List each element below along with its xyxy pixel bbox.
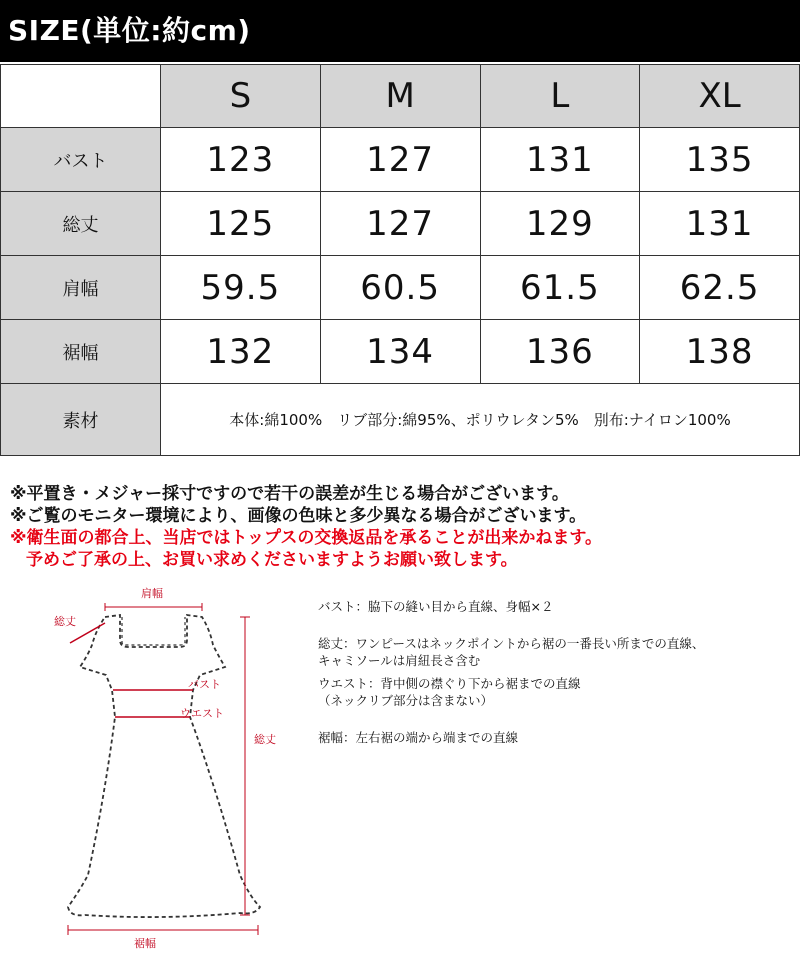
measure-length: 総丈：ワンピースはネックポイントから裾の一番長い所までの直線、 xyxy=(318,636,705,651)
hem-value-l: 136 xyxy=(480,320,640,384)
measure-bust: バスト：脇下の縫い目から直線、身幅×２ xyxy=(318,599,554,614)
note-no-returns: ※衛生面の都合上、当店ではトップスの交換返品を承ることが出来かねます。 xyxy=(10,528,602,548)
bust-value-l: 131 xyxy=(480,128,640,192)
label-length-left: 総丈 xyxy=(54,615,76,628)
shoulder-value-s: 59.5 xyxy=(161,256,321,320)
table-row-hem xyxy=(1,320,800,384)
bust-value-xl: 135 xyxy=(640,128,800,192)
hem-value-s: 132 xyxy=(161,320,321,384)
length-value-s: 125 xyxy=(161,192,321,256)
shoulder-value-xl: 62.5 xyxy=(640,256,800,320)
size-title: SIZE(単位:約cm) xyxy=(8,14,251,47)
dress-outline xyxy=(68,615,260,917)
table-corner-cell xyxy=(1,65,161,128)
material-description: 本体:綿100% リブ部分:綿95%、ポリウレタン5% 別布:ナイロン100% xyxy=(161,384,800,456)
note-please-understand: 予めご了承の上、お買い求めくださいますようお願い致します。 xyxy=(26,550,518,570)
measure-hem: 裾幅：左右裾の端から端までの直線 xyxy=(318,730,519,745)
row-label-shoulder: 肩幅 xyxy=(1,256,161,320)
shoulder-value-l: 61.5 xyxy=(480,256,640,320)
length-value-l: 129 xyxy=(480,192,640,256)
size-header-bar xyxy=(0,0,800,62)
measure-waist-note: （ネックリブ部分は含まない） xyxy=(318,693,494,708)
label-shoulder: 肩幅 xyxy=(141,587,163,600)
size-table xyxy=(0,64,800,456)
size-heading-s: S xyxy=(161,65,321,128)
measure-length-cami: キャミソールは肩紐長さ含む xyxy=(318,653,481,668)
bust-value-m: 127 xyxy=(320,128,480,192)
measurement-guide xyxy=(318,598,788,746)
neckline xyxy=(122,617,185,645)
length-value-xl: 131 xyxy=(640,192,800,256)
bust-value-s: 123 xyxy=(161,128,321,192)
row-label-length: 総丈 xyxy=(1,192,161,256)
note-monitor-color: ※ご覧のモニター環境により、画像の色味と多少異なる場合がございます。 xyxy=(10,506,587,526)
row-label-material: 素材 xyxy=(1,384,161,456)
size-heading-xl: XL xyxy=(640,65,800,128)
label-waist: ウエスト xyxy=(180,707,224,720)
size-heading-m: M xyxy=(320,65,480,128)
table-row-length xyxy=(1,192,800,256)
label-length-right: 総丈 xyxy=(254,733,276,746)
size-header-row xyxy=(1,65,800,128)
table-row-material xyxy=(1,384,800,456)
shoulder-value-m: 60.5 xyxy=(320,256,480,320)
table-row-shoulder xyxy=(1,256,800,320)
hem-value-xl: 138 xyxy=(640,320,800,384)
note-measurement-error: ※平置き・メジャー採寸ですので若干の誤差が生じる場合がございます。 xyxy=(10,484,569,504)
length-value-m: 127 xyxy=(320,192,480,256)
measure-waist: ウエスト：背中側の襟ぐり下から裾までの直線 xyxy=(318,676,581,691)
notes-block xyxy=(10,483,800,571)
row-label-bust: バスト xyxy=(1,128,161,192)
label-bust: バスト xyxy=(188,678,221,691)
row-label-hem: 裾幅 xyxy=(1,320,161,384)
table-row-bust xyxy=(1,128,800,192)
hem-value-m: 134 xyxy=(320,320,480,384)
dress-diagram xyxy=(40,585,300,950)
size-heading-l: L xyxy=(480,65,640,128)
label-hem: 裾幅 xyxy=(134,937,156,950)
